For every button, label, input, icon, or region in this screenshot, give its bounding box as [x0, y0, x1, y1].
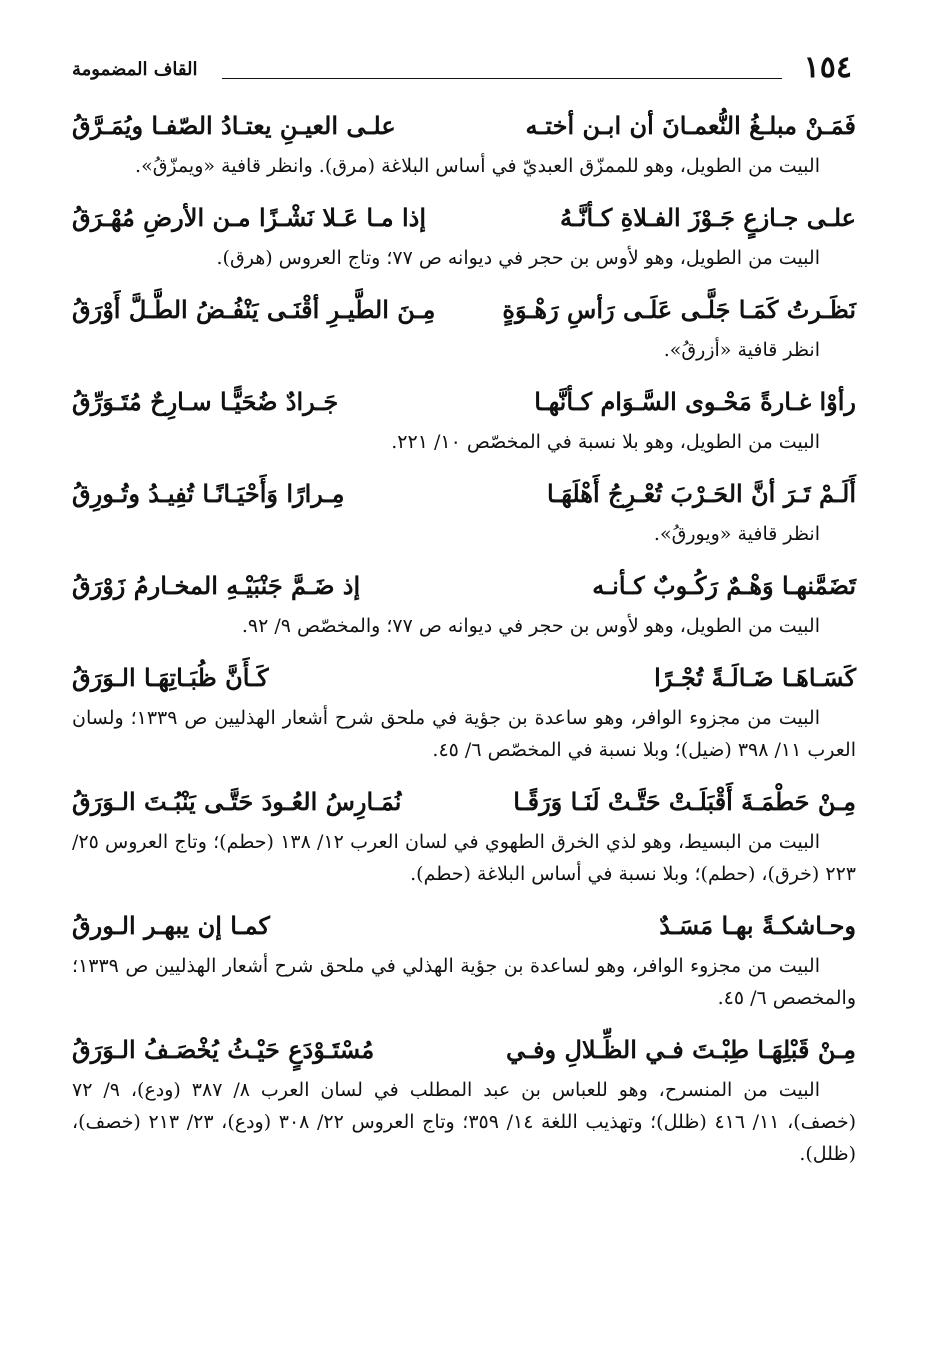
second-hemistich: كَـأَنَّ ظُبَـاتِهَـا الـوَرَقُ — [72, 663, 269, 692]
verse-line — [72, 658, 856, 698]
second-hemistich: كمـا إن يبهـر الـورقُ — [72, 911, 270, 940]
verse-entry — [72, 290, 856, 366]
first-hemistich: مِـنْ حَطْمَـةَ أَقْبَلَـتْ حَتَّـتْ لَنَـا وَرَقًـا — [513, 787, 856, 816]
first-hemistich: نَظَـرتُ كَمَـا جَلَّـى عَلَـى رَأسِ رَهْـوَةٍ — [502, 295, 856, 324]
second-hemistich: مِـنَ الطَّيـرِ أقْنَـى يَنْفُـضُ الطَّـلَّ أَوْرَقُ — [72, 295, 436, 324]
second-hemistich: إذا مـا عَـلا نَشْـزًا مـن الأرضِ مُهْـرَقُ — [72, 203, 426, 232]
second-hemistich: مُسْتَـوْدَعٍ حَيْـثُ يُخْصَـفُ الـوَرَقُ — [72, 1035, 375, 1064]
first-hemistich: فَمَـنْ مبلـغُ النُّعمـانَ أن ابـن أختـه — [525, 111, 856, 140]
page-number: ١٥٤ — [803, 50, 852, 85]
verse-entry — [72, 1030, 856, 1170]
verse-note: البيت من الطويل، وهو لأوس بن حجر في ديوانه ص ٧٧؛ والمخصّص ٩/ ٩٢. — [241, 615, 820, 637]
verse-line — [72, 198, 856, 238]
verse-entry — [72, 782, 856, 890]
second-hemistich: جَـرادٌ ضُحَيًّـا سـارِحٌ مُتَـوَرِّقُ — [72, 387, 339, 416]
verse-note: انظر قافية «أزرقُ». — [663, 339, 820, 361]
verse-note: البيت من الطويل، وهو لأوس بن حجر في ديوانه ص ٧٧؛ وتاج العروس (هرق). — [216, 247, 820, 269]
verse-entry — [72, 382, 856, 458]
verse-entry — [72, 474, 856, 550]
verse-entry — [72, 906, 856, 1014]
verse-note: البيت من البسيط، وهو لذي الخرق الطهوي في لسان العرب ١٢/ ١٣٨ (حطم)؛ وتاج العروس ٢٥/ ٢٢٣ (خرق)، (حطم)؛ وبلا نسبة في أساس البلاغة (حطم). — [72, 831, 856, 885]
first-hemistich: علـى جـازعٍ جَـوْزَ الفـلاةِ كـأنَّـهُ — [559, 203, 856, 232]
verse-line — [72, 782, 856, 822]
first-hemistich: كَسَـاهَـا ضَـالَـةً تُجْـرًا — [654, 663, 856, 692]
verse-note: البيت من مجزوء الوافر، وهو ساعدة بن جؤية في ملحق شرح أشعار الهذليين ص ١٣٣٩؛ ولسان العرب ١١/ ٣٩٨ (ضيل)؛ وبلا نسبة في المخصّص ٦/ ٤٥. — [72, 707, 856, 761]
second-hemistich: مِـرارًا وَأَحْيَـانًـا تُفِيـدُ وتُـورِقُ — [72, 479, 345, 508]
verse-line — [72, 474, 856, 514]
first-hemistich: مِـنْ قَبْلِهَـا طِبْـتَ فـي الظِّـلالِ وفـي — [505, 1035, 856, 1064]
verse-line — [72, 106, 856, 146]
first-hemistich: أَلَـمْ تَـرَ أنَّ الحَـرْبَ تُعْـرِجُ أَهْلَهَـا — [546, 479, 856, 508]
verse-note: البيت من المنسرح، وهو للعباس بن عبد المطلب في لسان العرب ٨/ ٣٨٧ (ودع)، ٩/ ٧٢ (خصف)، ١١/ ٤١٦ (ظلل)؛ وتهذيب اللغة ١٤/ ٣٥٩؛ وتاج العروس ٢٢/ ٣٠٨ (ودع)، ٢٣/ ٢١٣ (خصف)، (ظلل). — [72, 1079, 856, 1165]
page-header — [72, 50, 852, 90]
first-hemistich: تَضَمَّنهـا وَهْـمٌ رَكُـوبٌ كـأنـه — [592, 571, 856, 600]
verse-note: البيت من مجزوء الوافر، وهو لساعدة بن جؤية الهذلي في ملحق شرح أشعار الهذليين ص ١٣٣٩؛ والمخصص ٦/ ٤٥. — [72, 955, 856, 1009]
verse-note: انظر قافية «ويورقُ». — [653, 523, 820, 545]
second-hemistich: علـى العيـنِ يعتـادُ الصّفـا ويُمَـرَّقُ — [72, 111, 396, 140]
verse-entry — [72, 566, 856, 642]
verse-line — [72, 382, 856, 422]
verse-line — [72, 566, 856, 606]
verse-entry — [72, 198, 856, 274]
verse-note: البيت من الطويل، وهو للممزّق العبديّ في أساس البلاغة (مرق). وانظر قافية «ويمزّقُ». — [135, 155, 820, 177]
header-rule — [222, 78, 782, 79]
running-title: القاف المضمومة — [72, 59, 198, 80]
second-hemistich: نُمَـارِسُ العُـودَ حَتَّـى يَنْبُـتَ الـوَرَقُ — [72, 787, 402, 816]
first-hemistich: رأوْا غـارةً مَحْـوى السَّـوَام كـأنَّهـا — [534, 387, 856, 416]
verse-line — [72, 1030, 856, 1070]
verse-entry — [72, 106, 856, 182]
verse-line — [72, 290, 856, 330]
verse-note: البيت من الطويل، وهو بلا نسبة في المخصّص ١٠/ ٢٢١. — [391, 431, 820, 453]
verse-entries — [72, 106, 856, 1186]
verse-line — [72, 906, 856, 946]
verse-entry — [72, 658, 856, 766]
first-hemistich: وحـاشكـةً بهـا مَسَـدٌ — [659, 911, 856, 940]
second-hemistich: إذ ضَـمَّ جَنْبَيْـهِ المخـارمُ زَوْرَقُ — [72, 571, 361, 600]
